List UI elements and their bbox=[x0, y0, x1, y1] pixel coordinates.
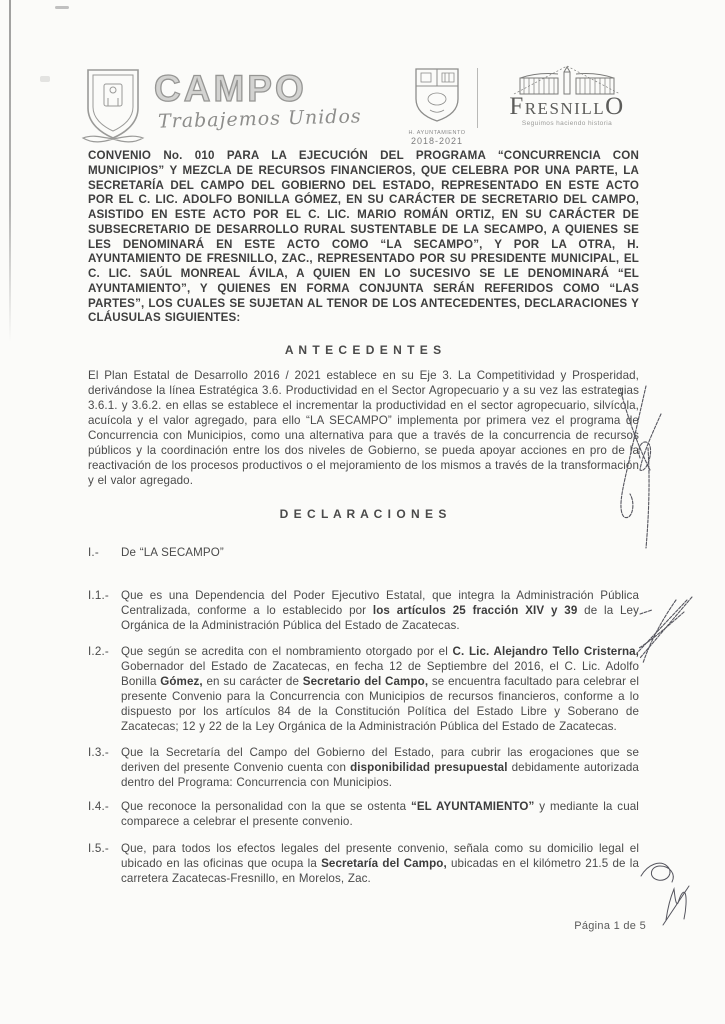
declaration-item bbox=[88, 841, 639, 886]
declaration-item bbox=[88, 799, 639, 829]
declaration-text: Que es una Dependencia del Poder Ejecutivo Estatal, que integra la Administración Pública Centralizada, conforme a lo establecido por los artículos 25 fracción XIV y 39 de la Ley Orgánica de la Administración Pública del Estado de Zacatecas. bbox=[121, 589, 639, 632]
document-body bbox=[88, 149, 639, 886]
page-number: Página 1 de 5 bbox=[574, 920, 646, 932]
secampo-shield-icon bbox=[80, 64, 146, 146]
secampo-logo bbox=[80, 64, 362, 146]
declaration-number: I.1.- bbox=[88, 589, 109, 602]
antecedentes-paragraph: El Plan Estatal de Desarrollo 2016 / 2021 establece en su Eje 3. La Competitividad y Prosperidad, derivándose la línea Estratégica 3.6. Productividad en el Sector Agropecuario y a su vez las estrategias 3.6.1. y 3.6.2. en ellas se establece el incrementar la productividad en el sector agropecuario, silvícola, acuícola y el valor agregado, para ello “LA SECAMPO” implementa por primera vez el programa de Concurrencia con Municipios, como una alternativa para que a través de la concurrencia de recursos públicos y la coordinación entre los dos niveles de Gobierno, se pueda apoyar acciones en pro de la reactivación de los procesos productivos o el mejoramiento de los mismos a través de la transformación y el valor agregado. bbox=[88, 369, 639, 487]
scan-speck bbox=[55, 6, 69, 9]
declaration-text: Que, para todos los efectos legales del presente convenio, señala como su domicilio legal el ubicado en las oficinas que ocupa la Secretaría del Campo, ubicadas en el kilómetro 21.5 de la carretera Zacatecas-Fresnillo, en Morelos, Zac. bbox=[121, 842, 639, 885]
scan-speck bbox=[40, 76, 50, 82]
fresnillo-logo bbox=[488, 64, 646, 127]
secampo-wordmark: CAMPO bbox=[154, 68, 307, 109]
logo-divider bbox=[477, 68, 478, 128]
ayuntamiento-period: 2018-2021 bbox=[410, 136, 464, 146]
declaration-item bbox=[88, 545, 639, 560]
ayuntamiento-label: H. AYUNTAMIENTO bbox=[408, 130, 466, 136]
declaration-number: I.5.- bbox=[88, 842, 109, 855]
antecedentes-heading: A N T E C E D E N T E S bbox=[284, 343, 443, 357]
declaration-number: I.- bbox=[88, 546, 99, 559]
declaration-item bbox=[88, 745, 639, 790]
declaraciones-heading: D E C L A R A C I O N E S bbox=[279, 507, 448, 521]
ayuntamiento-shield-icon bbox=[412, 66, 462, 124]
header-logos bbox=[80, 62, 646, 150]
pen-squiggle-icon bbox=[641, 863, 673, 882]
convenio-opening-paragraph: CONVENIO No. 010 PARA LA EJECUCIÓN DEL PROGRAMA “CONCURRENCIA CON MUNICIPIOS” Y MEZCLA DE RECURSOS FINANCIEROS, QUE CELEBRA POR UNA PARTE, LA SECRETARÍA DEL CAMPO DEL GOBIERNO DEL ESTADO, REPRESENTADO EN ESTE ACTO POR EL C. LIC. ADOLFO BONILLA GÓMEZ, EN SU CARÁCTER DE SECRETARIO DEL CAMPO, ASISTIDO EN ESTE ACTO POR EL C. LIC. MARIO ROMÁN ORTIZ, EN SU CARÁCTER DE SUBSECRETARIO DE DESARROLLO RURAL SUSTENTABLE DE LA SECAMPO, A QUIENES SE LES DENOMINARÁ EN ESTE ACTO COMO “LA SECAMPO”, Y POR LA OTRA, H. AYUNTAMIENTO DE FRESNILLO, ZAC., REPRESENTADO POR SU PRESIDENTE MUNICIPAL, EL C. LIC. SAÚL MONREAL ÁVILA, A QUIEN EN LO SUCESIVO SE LE DENOMINARÁ “EL AYUNTAMIENTO”, Y QUIENES EN FORMA CONJUNTA SERÁN REFERIDOS COMO “LAS PARTES”, LOS CUALES SE SUJETAN AL TENOR DE LOS ANTECEDENTES, DECLARACIONES Y CLÁUSULAS SIGUIENTES: bbox=[88, 149, 639, 325]
declaration-number: I.2.- bbox=[88, 645, 109, 658]
declaration-number: I.3.- bbox=[88, 746, 109, 759]
declaration-text: Que la Secretaría del Campo del Gobierno del Estado, para cubrir las erogaciones que se deriven del presente Convenio cuenta con disponibilidad presupuestal debidamente autorizada dentro del Programa: Concurrencia con Municipios. bbox=[121, 746, 639, 789]
secampo-tagline: Trabajemos Unidos bbox=[157, 105, 362, 133]
fresnillo-wordmark: FRESNILLO bbox=[509, 93, 625, 120]
ayuntamiento-logo bbox=[398, 66, 476, 146]
declaration-number: I.4.- bbox=[88, 800, 109, 813]
fresnillo-building-icon bbox=[512, 64, 622, 96]
scan-edge-artifact bbox=[9, 0, 11, 342]
declaration-item bbox=[88, 644, 639, 734]
pen-initial-icon bbox=[663, 886, 689, 925]
pen-slash-icon bbox=[637, 597, 692, 663]
declaration-text: De “LA SECAMPO” bbox=[121, 546, 224, 559]
declaration-text: Que según se acredita con el nombramiento otorgado por el C. Lic. Alejandro Tello Cristerna, Gobernador del Estado de Zacatecas, en fecha 12 de Septiembre del 2016, el C. Lic. Adolfo Bonilla Gómez, en su carácter de Secretario del Campo, se encuentra facultado para celebrar el presente Convenio para la Concurrencia con Municipios de recursos financieros, conforme a lo dispuesto por los artículos 84 de la Constitución Política del Estado Libre y Soberano de Zacatecas; 12 y 22 de la Ley Orgánica de la Administración Pública del Estado de Zacatecas. bbox=[121, 645, 639, 733]
declaration-item bbox=[88, 588, 639, 633]
fresnillo-tagline: Seguimos haciendo historia bbox=[521, 120, 613, 127]
declaration-text: Que reconoce la personalidad con la que se ostenta “EL AYUNTAMIENTO” y mediante la cual comparece a celebrar el presente convenio. bbox=[121, 800, 639, 828]
